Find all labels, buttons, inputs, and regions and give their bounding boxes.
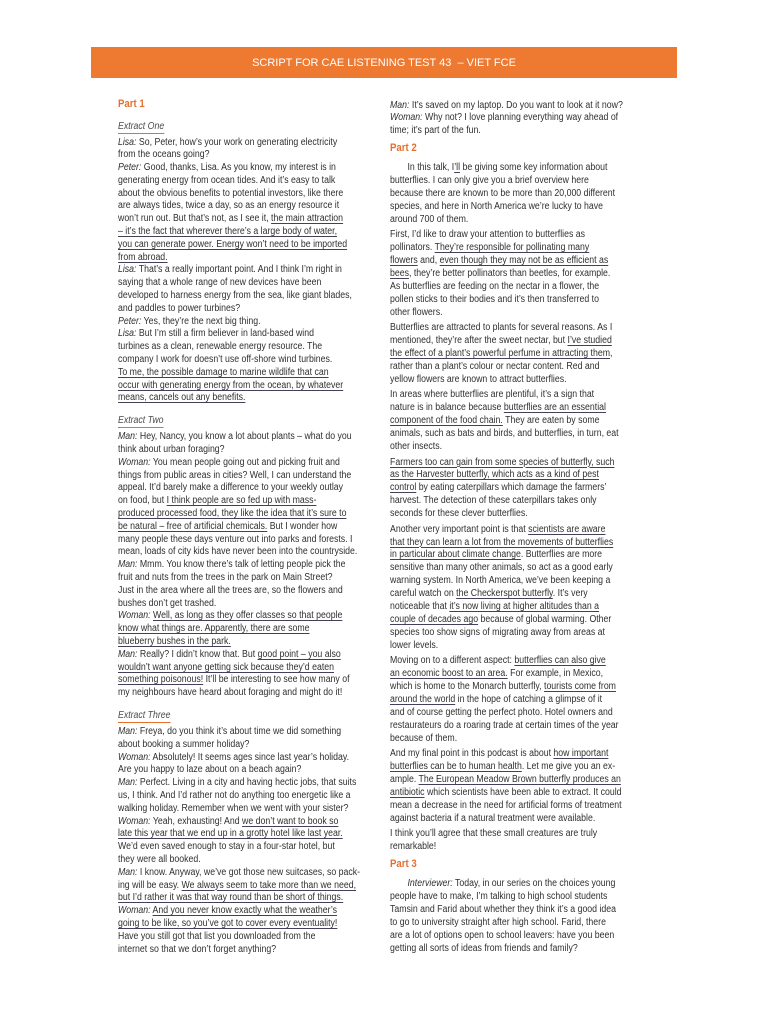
text-segment: Freya, do you think it’s about time we did something xyxy=(137,725,342,737)
text-segment: They are eaten by some xyxy=(502,415,600,427)
text-segment: because of global warming. Other xyxy=(478,614,612,625)
text-line xyxy=(390,457,635,470)
text-line xyxy=(390,601,635,614)
text-line xyxy=(118,213,363,226)
text-line: are a lot of options open to school leavers: have you been xyxy=(390,929,615,941)
text-segment: by eating caterpillars which damage the farmers’ xyxy=(416,482,607,494)
text-segment: which scientists have been able to extract. It could xyxy=(424,786,622,798)
text-line: lower levels. xyxy=(390,639,439,651)
header-bar xyxy=(91,47,677,78)
underlined-text: bees xyxy=(390,268,409,280)
text-line: internet so that we don’t forget anything? xyxy=(118,943,277,955)
text-line xyxy=(118,674,363,687)
underlined-text: in particular about climate change xyxy=(390,549,521,561)
text-segment: noticeable that xyxy=(390,601,450,613)
text-line: remarkable! xyxy=(390,841,437,853)
text-line xyxy=(118,392,363,405)
underlined-text: produced processed food, they like the idea that it’s sure to xyxy=(118,508,347,520)
text-line: Butterflies are attracted to plants for several reasons. As I xyxy=(390,322,613,334)
underlined-text: blueberry bushes in the park. xyxy=(118,635,231,647)
text-line xyxy=(390,162,635,175)
paragraph xyxy=(118,431,363,700)
text-line: restaurateurs do a roaring trade at certain times of the year xyxy=(390,719,619,731)
text-line: around 700 of them. xyxy=(390,213,469,225)
text-line xyxy=(390,537,635,550)
text-line: pollen sticks to their bodies and it’s then transferred to xyxy=(390,293,599,305)
text-line: about the obvious benefits to potential investors, like there xyxy=(118,187,344,199)
paragraph xyxy=(390,322,635,387)
text-segment: Why not? I love planning everything way ahead of xyxy=(422,112,619,124)
underlined-text: butterflies can be to human health xyxy=(390,761,522,773)
text-segment: You mean people going out and picking fruit and xyxy=(150,456,340,468)
text-segment: pollinators. xyxy=(390,242,435,254)
text-segment: Moving on to a different aspect: xyxy=(390,655,515,667)
text-line xyxy=(118,316,363,329)
text-line xyxy=(118,816,363,829)
underlined-text: means, cancels out any benefits. xyxy=(118,392,246,404)
text-line: We’d even saved enough to stay in a four-star hotel, but xyxy=(118,841,335,853)
text-segment: won’t run out. But that’s not, as I see it, xyxy=(118,213,272,225)
speaker-label: Woman: xyxy=(118,815,151,827)
text-line xyxy=(118,649,363,662)
underlined-text: wouldn’t want anyone getting sick because they’d eaten xyxy=(118,661,334,673)
underlined-text: Well, as long as they offer classes so that people xyxy=(153,610,343,622)
text-segment: . It’s very xyxy=(552,588,588,600)
text-line xyxy=(118,892,363,905)
extract-heading: Extract Two xyxy=(118,415,164,427)
underlined-text: good point – you also xyxy=(257,648,341,660)
text-segment: Perfect. Living in a city and having hectic jobs, that suits xyxy=(137,777,357,789)
text-line xyxy=(118,752,363,765)
text-line: butterflies. I can only give you a brief overview here xyxy=(390,175,589,187)
text-line: are always tides, twice a day, so as an energy resource it xyxy=(118,200,340,212)
underlined-text: antibiotic xyxy=(390,786,425,798)
underlined-text: going to be like, so you’ve got to cover every eventuality! xyxy=(118,917,338,929)
text-segment: Absolutely! It seems ages since last year’s holiday. xyxy=(150,751,350,763)
text-line: harvest. The detection of these caterpillars takes only xyxy=(390,495,597,507)
speaker-label: Man: xyxy=(118,559,138,571)
speaker-label: Man: xyxy=(118,866,138,878)
text-segment: Today, in our series on the choices young xyxy=(452,878,616,890)
text-line: Tamsin and Farid about whether they think it’s a good idea xyxy=(390,903,617,915)
text-line xyxy=(390,242,635,255)
text-line: warning system. In North America, we’ve been keeping a xyxy=(390,575,611,587)
text-line xyxy=(118,623,363,636)
text-line xyxy=(118,367,363,380)
text-segment: That’s a really important point. And I think I’m right in xyxy=(136,264,342,276)
underlined-text: be natural – free of artificial chemicals. xyxy=(118,520,268,532)
text-line xyxy=(390,469,635,482)
text-line xyxy=(118,162,363,175)
paragraph xyxy=(390,524,635,653)
underlined-text: the effect of a plant’s powerful perfume in attracting them xyxy=(390,348,611,360)
text-line: about booking a summer holiday? xyxy=(118,738,250,750)
text-line xyxy=(118,380,363,393)
underlined-text: but I’d rather it was that way round than be short of things. xyxy=(118,892,344,904)
text-line xyxy=(390,694,635,707)
underlined-text: We always seem to take more than we need, xyxy=(181,879,357,891)
text-segment: Really? I didn’t know that. But xyxy=(137,648,258,660)
page-title: SCRIPT FOR CAE LISTENING TEST 43 – VIET FCE xyxy=(252,56,516,69)
text-line: As butterflies are feeding on the nectar in a flower, the xyxy=(390,280,600,292)
text-line xyxy=(390,415,635,428)
underlined-text: ’ll xyxy=(454,162,461,174)
left-column xyxy=(118,98,363,957)
text-line xyxy=(118,662,363,675)
text-segment: which is home to the Monarch butterfly, xyxy=(390,681,545,693)
part-heading: Part 1 xyxy=(118,97,145,110)
text-segment: ample. xyxy=(390,774,419,786)
paragraph xyxy=(390,389,635,454)
paragraph xyxy=(390,162,635,227)
speaker-label: Lisa: xyxy=(118,264,137,276)
text-line xyxy=(390,878,635,891)
text-segment: on food, but xyxy=(118,495,167,507)
extract-heading: Extract Three xyxy=(118,709,171,721)
text-line: Are you happy to laze about on a beach again? xyxy=(118,764,302,776)
text-segment: For example, in Mexico, xyxy=(507,668,604,680)
text-line: people have to make, I’m talking to high school students xyxy=(390,891,608,902)
text-line: many people these days venture out into parks and forests. I xyxy=(118,533,353,545)
speaker-label: Man: xyxy=(118,725,138,737)
text-segment: But I’m still a firm believer in land-based wind xyxy=(136,328,314,340)
text-segment: Yeah, exhausting! And xyxy=(150,815,243,827)
text-line: against bacteria if a natural treatment were available. xyxy=(390,812,596,824)
text-line: other insects. xyxy=(390,441,443,453)
text-line: company I work for doesn’t use off-shore wind turbines. xyxy=(118,354,333,366)
text-line: rather than a plant’s colour or nectar content. Red and xyxy=(390,361,600,372)
underlined-text: Farmers too can gain from some species of butterfly, such xyxy=(390,456,615,468)
text-line xyxy=(118,239,363,252)
underlined-text: how important xyxy=(553,748,609,760)
text-line: mean, loads of city kids have never been into the countryside. xyxy=(118,546,358,558)
underlined-text: you can generate power. Energy won’t need to be imported xyxy=(118,238,348,250)
text-segment: . Butterflies are more xyxy=(520,549,603,561)
underlined-text: scientists are aware xyxy=(528,523,606,535)
text-line: bushes don’t get trashed. xyxy=(118,597,217,609)
extract-heading: Extract One xyxy=(118,120,165,132)
text-line xyxy=(390,348,635,361)
underlined-text: even though they may not be as efficient as xyxy=(439,255,609,267)
underlined-text: the main attraction xyxy=(271,213,344,225)
text-line xyxy=(118,880,363,893)
text-line: Have you still got that list you downloaded from the xyxy=(118,930,316,942)
text-segment: I know. Anyway, we’ve got those new suitcases, so pack- xyxy=(137,866,361,878)
text-line xyxy=(118,508,363,521)
speaker-label: Woman: xyxy=(390,112,423,124)
underlined-text: it’s now living at higher altitudes than a xyxy=(449,601,600,613)
underlined-text: the Checkerspot butterfly xyxy=(456,588,553,600)
text-line xyxy=(118,252,363,265)
underlined-text: late this year that we end up in a grotty hotel like last year. xyxy=(118,828,343,840)
text-line: fruit and nuts from the trees in the park on Main Street? xyxy=(118,572,333,583)
text-segment: mentioned, they’re after the sweet nectar, but xyxy=(390,335,568,347)
text-line xyxy=(118,495,363,508)
text-line xyxy=(390,335,635,348)
text-line xyxy=(118,264,363,277)
underlined-text: I’ve studied xyxy=(567,335,612,347)
text-line: think about urban foraging? xyxy=(118,444,225,456)
underlined-text: butterflies can also give xyxy=(514,655,606,667)
text-line: us, I think. And I’d rather not do anything too energetic like a xyxy=(118,789,351,801)
underlined-text: I think people are so fed up with mass- xyxy=(166,495,317,507)
text-line: seconds for these clever butterflies. xyxy=(390,508,528,520)
text-segment: careful watch on xyxy=(390,588,457,600)
underlined-text: And you never know exactly what the weather’s xyxy=(152,905,338,917)
text-segment: And my final point in this podcast is about xyxy=(390,748,554,760)
underlined-text: butterflies are an essential xyxy=(503,402,606,414)
underlined-text: They’re responsible for pollinating many xyxy=(434,242,590,254)
text-line xyxy=(118,726,363,739)
underlined-text: that they can learn a lot from the movements of butterflies xyxy=(390,536,614,548)
underlined-text: around the world xyxy=(390,694,456,706)
speaker-label: Woman: xyxy=(118,905,151,917)
text-line: from the oceans going? xyxy=(118,149,210,161)
text-segment: Another very important point is that xyxy=(390,523,529,535)
text-line: First, I’d like to draw your attention to butterflies as xyxy=(390,229,586,241)
text-line xyxy=(390,255,635,268)
text-line xyxy=(118,777,363,790)
text-line xyxy=(390,482,635,495)
text-line: things from public areas in cities? Well, I can understand the xyxy=(118,469,352,481)
underlined-text: The European Meadow Brown butterfly produces an xyxy=(418,774,621,786)
text-segment: In this talk, I xyxy=(407,162,455,174)
speaker-label: Man: xyxy=(118,431,138,443)
text-line: because there are known to be more than 20,000 different xyxy=(390,188,616,200)
text-segment: in the hope of catching a glimpse of it xyxy=(455,694,603,706)
text-line: because of them. xyxy=(390,732,458,744)
text-line xyxy=(390,761,635,774)
underlined-text: something poisonous! xyxy=(118,674,204,686)
underlined-text: flowers xyxy=(390,255,418,267)
text-line xyxy=(390,112,635,125)
text-line xyxy=(390,748,635,761)
speaker-label: Woman: xyxy=(118,610,151,622)
speaker-label: Man: xyxy=(118,777,138,789)
speaker-label: Peter: xyxy=(118,162,142,174)
text-segment: , they’re better pollinators than beetles, for example. xyxy=(408,268,611,280)
underlined-text: component of the food chain. xyxy=(390,415,503,427)
text-line xyxy=(390,588,635,601)
text-line xyxy=(390,100,635,113)
text-segment: Yes, they’re the next big thing. xyxy=(141,315,261,327)
underlined-text: an economic boost to an area. xyxy=(390,668,508,680)
text-line xyxy=(118,905,363,918)
text-line: they were all booked. xyxy=(118,853,201,865)
text-line: animals, such as bats and birds, and butterflies, in turn, eat xyxy=(390,428,619,440)
text-line: getting all sorts of ideas from friends and family? xyxy=(390,942,578,954)
paragraph xyxy=(390,655,635,745)
underlined-text: know what things are. Apparently, there are some xyxy=(118,623,310,635)
underlined-text: we don’t want to book so xyxy=(242,815,339,827)
text-line xyxy=(390,668,635,681)
text-line: species too show signs of migrating away from areas at xyxy=(390,626,605,638)
text-line xyxy=(390,774,635,787)
underlined-text: occur with generating energy from the ocean, by whatever xyxy=(118,379,344,391)
paragraph xyxy=(390,748,635,825)
text-line xyxy=(390,268,635,281)
right-column xyxy=(390,100,635,956)
text-line xyxy=(118,867,363,880)
text-segment: Mmm. You know there’s talk of letting people pick the xyxy=(137,559,346,571)
text-line xyxy=(118,226,363,239)
text-line: saying that a whole range of new devices have been xyxy=(118,277,322,289)
text-line: Just in the area where all the trees are, so the flowers and xyxy=(118,584,343,596)
underlined-text: as the Harvester butterfly, which acts as a kind of pest xyxy=(390,469,599,481)
text-line xyxy=(390,549,635,562)
underlined-text: To me, the possible damage to marine wildlife that can xyxy=(118,366,329,378)
underlined-text: tourists come from xyxy=(544,681,616,693)
paragraph xyxy=(390,878,635,955)
text-line: I think you’ll agree that these small creatures are truly xyxy=(390,828,598,840)
text-line xyxy=(118,828,363,841)
text-line: my neighbours have heard about foraging and might do it! xyxy=(118,687,343,699)
text-line xyxy=(390,524,635,537)
text-segment: nature is in balance because xyxy=(390,402,504,414)
text-line: time; it’s part of the fun. xyxy=(390,125,481,137)
text-line xyxy=(390,402,635,415)
underlined-text: control xyxy=(390,482,417,494)
paragraph xyxy=(118,137,363,406)
speaker-label: Interviewer: xyxy=(407,878,453,890)
paragraph xyxy=(390,457,635,522)
text-line: and of course getting the perfect photo. Hotel owners and xyxy=(390,706,613,718)
text-line xyxy=(390,787,635,800)
speaker-label: Lisa: xyxy=(118,136,137,148)
text-line: developed to harness energy from the sea, like giant blades, xyxy=(118,290,352,302)
text-line: species, and here in North America we’re lucky to have xyxy=(390,200,604,212)
text-line: yellow flowers are known to attract butterflies. xyxy=(390,373,567,385)
text-line xyxy=(118,328,363,341)
text-line: appeal. It’d barely make a difference to your weekly outlay xyxy=(118,482,344,494)
text-line xyxy=(118,559,363,572)
paragraph xyxy=(390,229,635,319)
text-line: to go to university straight after high school. Farid, there xyxy=(390,916,606,928)
text-line: mean a decrease in the need for artificial forms of treatment xyxy=(390,799,622,811)
text-segment: . Let me give you an ex- xyxy=(521,761,616,773)
paragraph xyxy=(390,828,635,854)
text-segment: Good, thanks, Lisa. As you know, my interest is in xyxy=(141,162,336,174)
text-line xyxy=(118,636,363,649)
text-segment: be giving some key information about xyxy=(460,162,608,174)
underlined-text: – it’s the fact that wherever there’s a large body of water, xyxy=(118,226,338,238)
text-line xyxy=(118,137,363,150)
speaker-label: Lisa: xyxy=(118,328,137,340)
text-segment: and, xyxy=(417,255,440,267)
underlined-text: from abroad. xyxy=(118,251,168,263)
text-segment: But I wonder how xyxy=(267,520,338,532)
speaker-label: Woman: xyxy=(118,751,151,763)
text-line xyxy=(118,457,363,470)
text-segment: It’ll be interesting to see how many of xyxy=(203,674,350,686)
text-line: other flowers. xyxy=(390,306,443,318)
text-line xyxy=(118,431,363,444)
text-segment: So, Peter, how’s your work on generating electricity xyxy=(136,136,338,148)
part-heading: Part 3 xyxy=(390,858,417,871)
text-line xyxy=(118,521,363,534)
paragraph xyxy=(390,100,635,139)
text-line: and paddles to power turbines? xyxy=(118,302,241,314)
text-line: walking holiday. Remember when we went with your sister? xyxy=(118,802,349,814)
speaker-label: Peter: xyxy=(118,315,142,327)
text-line xyxy=(390,681,635,694)
text-segment: , xyxy=(610,348,613,360)
text-line: sensitive than many other animals, so act as a good early xyxy=(390,562,613,574)
text-line xyxy=(118,610,363,623)
text-segment: It’s saved on my laptop. Do you want to look at it now? xyxy=(409,99,623,111)
underlined-text: couple of decades ago xyxy=(390,614,479,625)
paragraph xyxy=(118,726,363,956)
speaker-label: Man: xyxy=(390,99,410,111)
speaker-label: Woman: xyxy=(118,456,151,468)
text-line xyxy=(390,614,635,627)
part-heading: Part 2 xyxy=(390,142,417,155)
speaker-label: Man: xyxy=(118,648,138,660)
text-segment: ing will be easy. xyxy=(118,879,182,891)
text-segment: Hey, Nancy, you know a lot about plants – what do you xyxy=(137,431,352,443)
text-line: turbines as a clean, renewable energy resource. The xyxy=(118,341,323,353)
text-line: generating energy from ocean tides. And it’s easy to talk xyxy=(118,174,336,186)
text-line xyxy=(118,918,363,931)
text-line: In areas where butterflies are plentiful, it’s a sign that xyxy=(390,389,595,401)
text-line xyxy=(390,655,635,668)
